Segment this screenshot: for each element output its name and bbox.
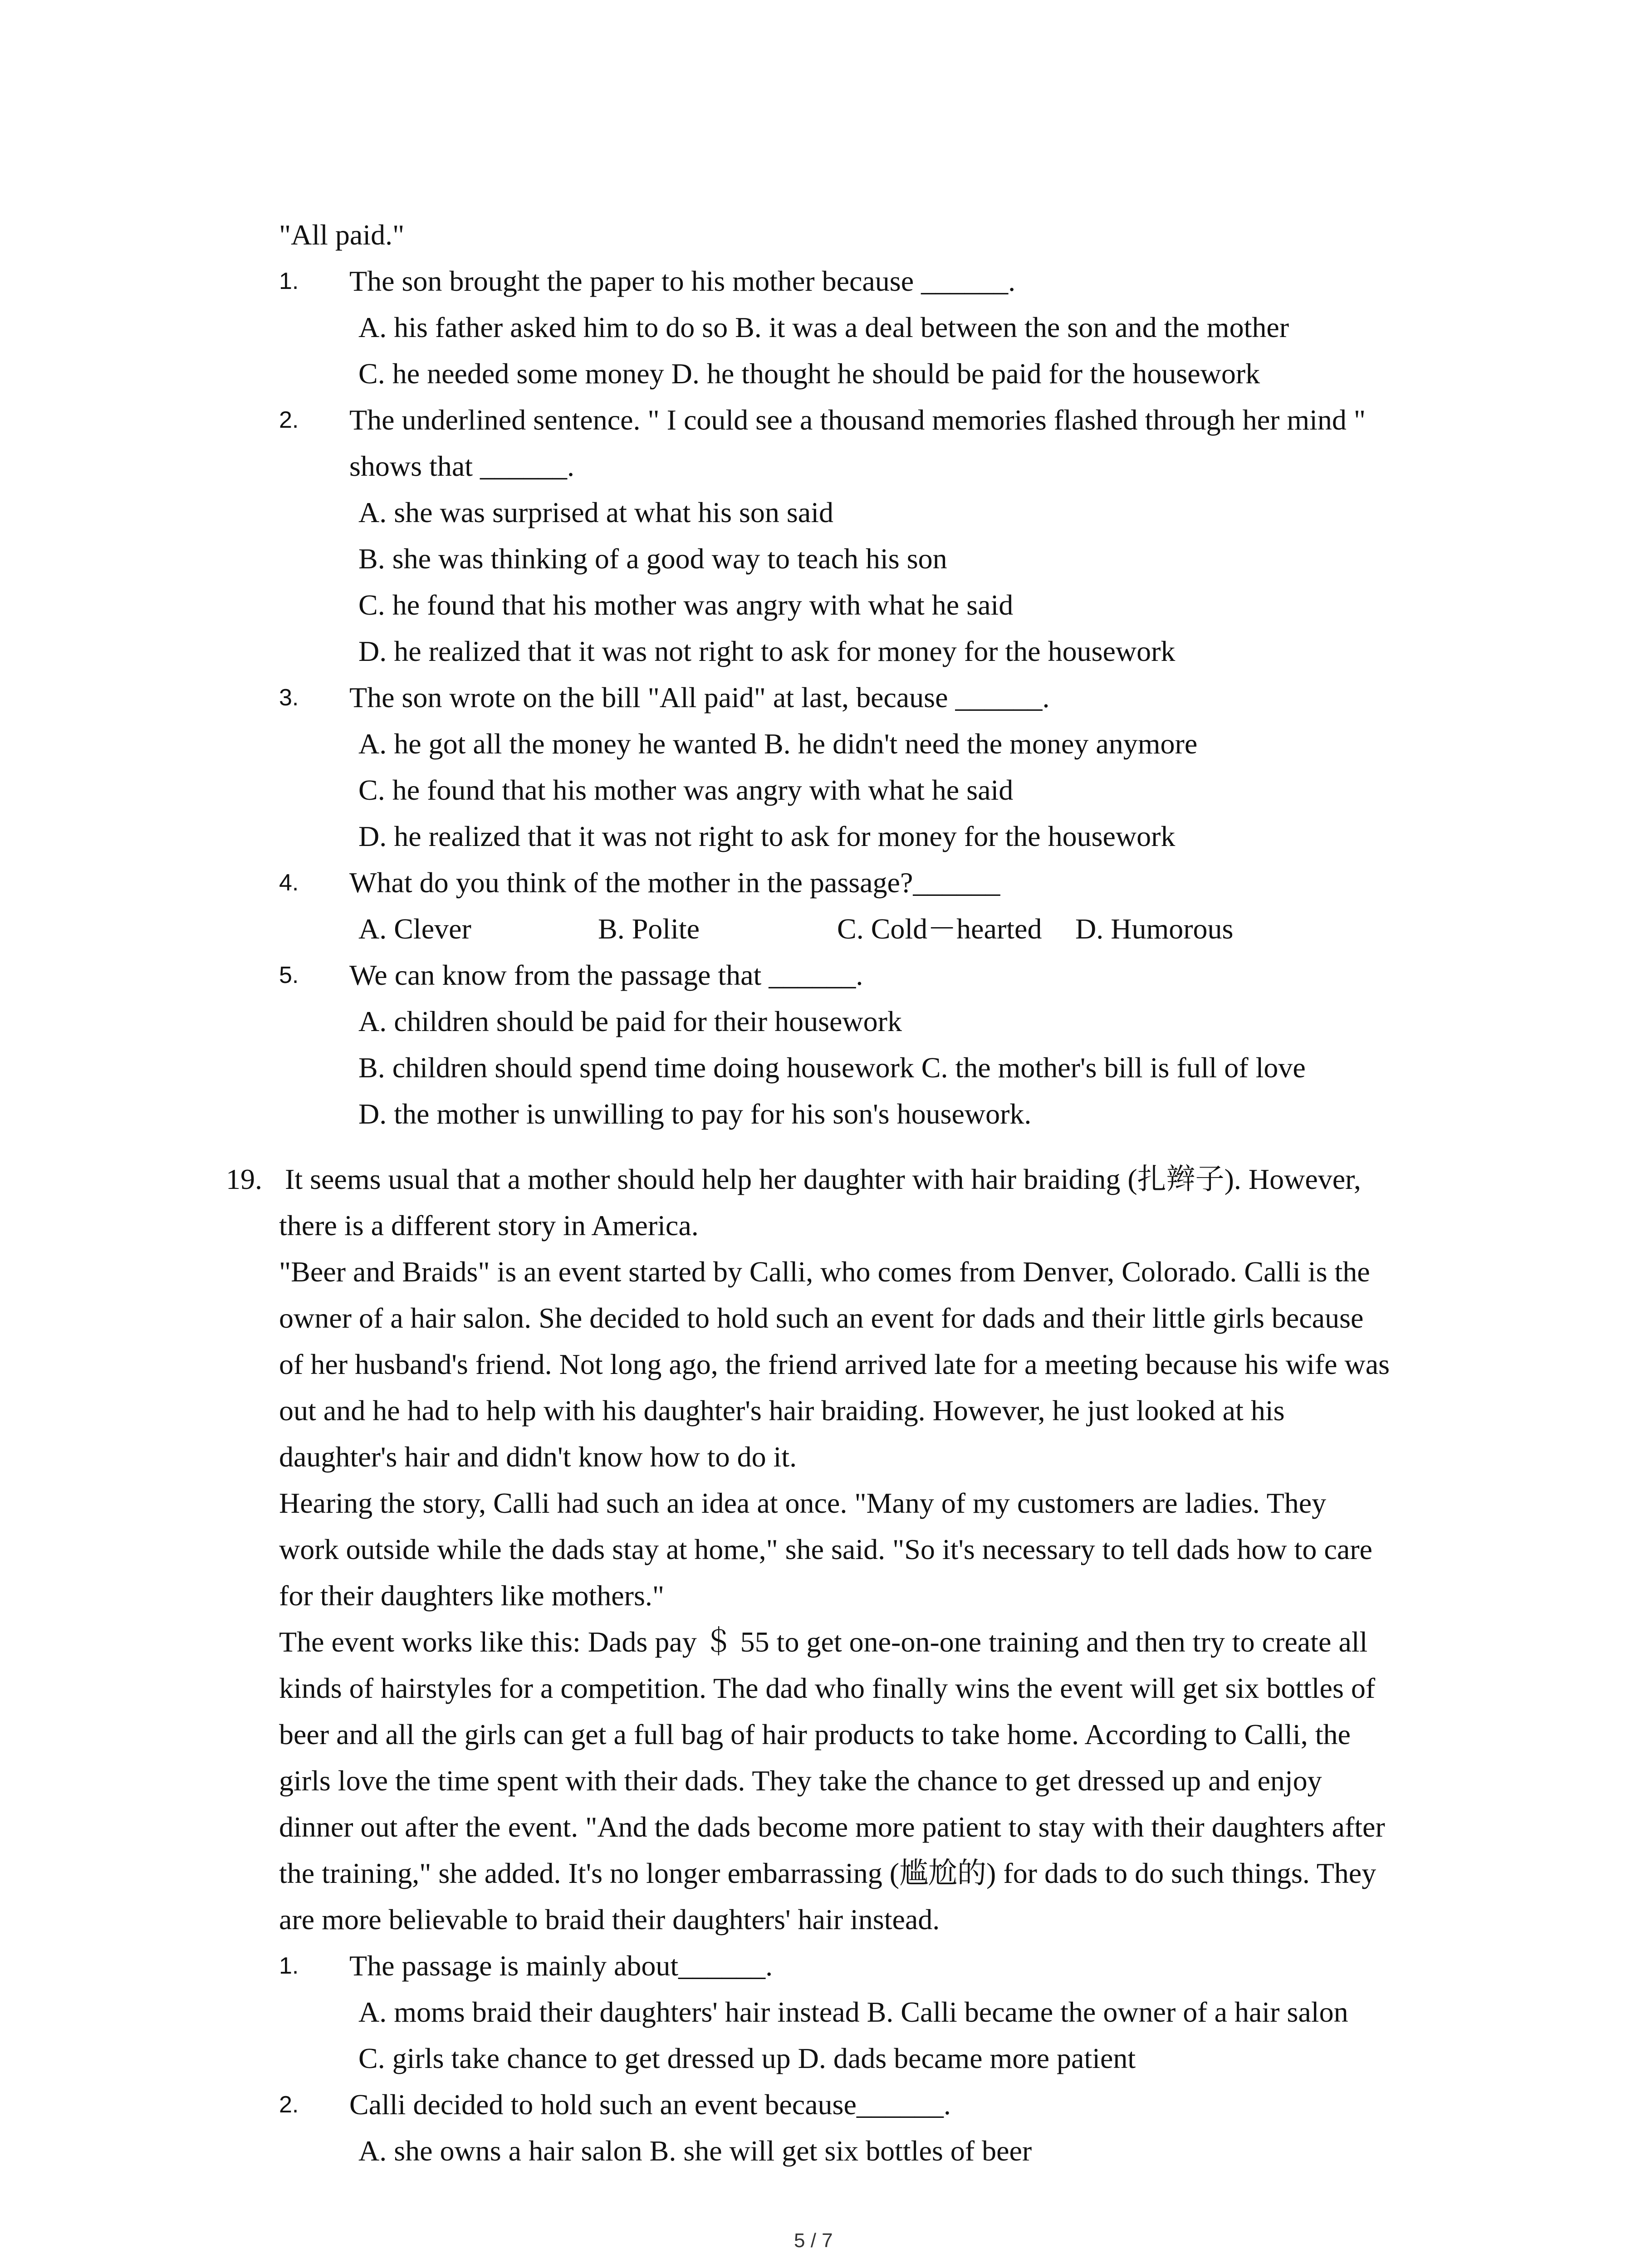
passage-line: the training," she added. It's no longer embarrassing (尴尬的) for dads to do such things. They <box>279 1857 1376 1889</box>
question-stem: The passage is mainly about______. <box>349 1950 773 1982</box>
answer-option: C. he found that his mother was angry with what he said <box>358 589 1014 621</box>
answer-option: D. the mother is unwilling to pay for his son's housework. <box>358 1098 1032 1130</box>
answer-options: C. he needed some money D. he thought he should be paid for the housework <box>358 357 1260 390</box>
passage-number: 19. <box>226 1163 262 1195</box>
question-number: 5. <box>279 962 299 988</box>
answer-options: A. his father asked him to do so B. it was a deal between the son and the mother <box>358 311 1289 343</box>
passage-line: dinner out after the event. "And the dads become more patient to stay with their daughters after <box>279 1811 1385 1843</box>
answer-option: B. Polite <box>598 913 700 945</box>
passage-line: are more believable to braid their daughters' hair instead. <box>279 1903 940 1936</box>
question-number: 2. <box>279 407 299 433</box>
answer-option: C. Cold－hearted <box>837 913 1042 945</box>
answer-option: A. Clever <box>358 913 471 945</box>
passage-line: daughter's hair and didn't know how to do it. <box>279 1441 797 1473</box>
question-number: 2. <box>279 2092 299 2118</box>
answer-option: D. Humorous <box>1075 913 1234 945</box>
question-number: 1. <box>279 1953 299 1979</box>
answer-option: A. she was surprised at what his son said <box>358 496 833 528</box>
passage-line: It seems usual that a mother should help her daughter with hair braiding (扎辫子). However, <box>285 1163 1361 1195</box>
passage-line: Hearing the story, Calli had such an idea at once. "Many of my customers are ladies. They <box>279 1487 1327 1519</box>
answer-option: C. he found that his mother was angry with what he said <box>358 774 1014 806</box>
question-stem: Calli decided to hold such an event because______. <box>349 2088 951 2121</box>
answer-options: A. he got all the money he wanted B. he didn't need the money anymore <box>358 728 1198 760</box>
passage-ending-line: "All paid." <box>279 219 405 251</box>
question-number: 3. <box>279 684 299 711</box>
question-number: 1. <box>279 268 299 294</box>
passage-line: there is a different story in America. <box>279 1209 699 1242</box>
answer-option: B. she was thinking of a good way to teach his son <box>358 543 947 575</box>
question-stem: shows that ______. <box>349 450 574 482</box>
passage-line: of her husband's friend. Not long ago, the friend arrived late for a meeting because his wife was <box>279 1348 1390 1380</box>
passage-line: beer and all the girls can get a full bag of hair products to take home. According to Calli, the <box>279 1718 1351 1750</box>
answer-option: A. children should be paid for their housework <box>358 1005 902 1037</box>
passage-line: owner of a hair salon. She decided to hold such an event for dads and their little girls because <box>279 1302 1364 1334</box>
passage-line: for their daughters like mothers." <box>279 1579 664 1612</box>
answer-options: A. she owns a hair salon B. she will get six bottles of beer <box>358 2135 1032 2167</box>
question-stem: The son brought the paper to his mother because ______. <box>349 265 1016 297</box>
page-number: 5 / 7 <box>794 2229 833 2252</box>
question-stem: We can know from the passage that ______. <box>349 959 863 991</box>
answer-option: D. he realized that it was not right to ask for money for the housework <box>358 635 1176 667</box>
question-stem: The underlined sentence. " I could see a thousand memories flashed through her mind " <box>349 404 1366 436</box>
answer-options: C. girls take chance to get dressed up D. dads became more patient <box>358 2042 1136 2074</box>
answer-options: A. moms braid their daughters' hair instead B. Calli became the owner of a hair salon <box>358 1996 1348 2028</box>
question-stem: The son wrote on the bill "All paid" at last, because ______. <box>349 681 1050 714</box>
passage-line: girls love the time spent with their dads. They take the chance to get dressed up and enjoy <box>279 1765 1322 1797</box>
question-number: 4. <box>279 870 299 896</box>
passage-line: "Beer and Braids" is an event started by Calli, who comes from Denver, Colorado. Calli is the <box>279 1256 1370 1288</box>
question-stem: What do you think of the mother in the passage?______ <box>349 866 1000 899</box>
answer-options: B. children should spend time doing housework C. the mother's bill is full of love <box>358 1051 1306 1084</box>
answer-option: D. he realized that it was not right to ask for money for the housework <box>358 820 1176 852</box>
passage-line: kinds of hairstyles for a competition. The dad who finally wins the event will get six bottles of <box>279 1672 1376 1704</box>
passage-line: The event works like this: Dads pay ＄ 55 to get one-on-one training and then try to create all <box>279 1626 1368 1658</box>
passage-line: out and he had to help with his daughter's hair braiding. However, he just looked at his <box>279 1394 1285 1427</box>
passage-line: work outside while the dads stay at home," she said. "So it's necessary to tell dads how to care <box>279 1533 1372 1565</box>
